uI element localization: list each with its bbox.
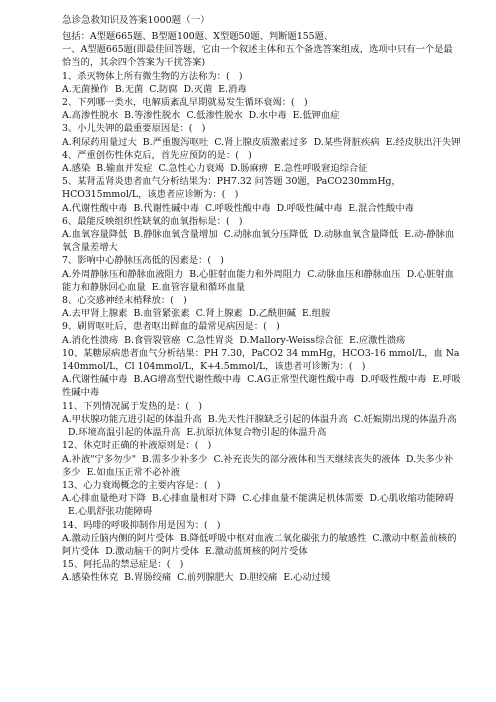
answer-option: C.呼吸性酸中毒 bbox=[205, 202, 271, 214]
answer-option: D.动脉血氧含量降低 bbox=[313, 229, 399, 241]
answer-option: A.去甲肾上腺素 bbox=[62, 308, 128, 320]
answer-option: C.心排血量不能满足机体需要 bbox=[242, 493, 364, 505]
answer-option: B.需多少补多少 bbox=[142, 453, 208, 465]
answer-option: C.AG正常型代谢性酸中毒 bbox=[247, 374, 355, 386]
answer-option: A.感染 bbox=[62, 163, 91, 175]
question-options bbox=[62, 453, 461, 479]
answer-option: C.妊娠期出现的体温升高 bbox=[353, 413, 457, 425]
answer-option: E.混合性酸中毒 bbox=[348, 202, 414, 214]
question-options bbox=[62, 228, 461, 254]
question-stem: 8、心交感神经末梢释放：( ) bbox=[62, 295, 187, 307]
answer-option: D.水中毒 bbox=[248, 110, 287, 122]
question-stem: 4、严重创伤性休克后，首先应预防的是：( ) bbox=[62, 149, 252, 161]
answer-option: E.心动过缓 bbox=[283, 572, 331, 584]
question-stem: 15、阿托品的禁忌症是：( ) bbox=[62, 559, 184, 571]
answer-option: D.失多少补多少 bbox=[62, 453, 454, 478]
answer-option: A.外周静脉压和静脉血液阻力 bbox=[62, 268, 184, 280]
answer-option: A.激动丘脑内侧的阿片受体 bbox=[62, 532, 174, 544]
answer-option: B.食管裂管癌 bbox=[124, 334, 181, 346]
question-options bbox=[62, 109, 461, 122]
question-options bbox=[62, 136, 461, 149]
answer-option: D.激动脑干的阿片受体 bbox=[105, 545, 199, 557]
answer-option: A.消化性溃疡 bbox=[62, 334, 119, 346]
answer-option: E.如血压正常不必补液 bbox=[86, 466, 181, 478]
answer-option: B.心排血量相对下降 bbox=[152, 493, 237, 505]
answer-option: C.激动中枢盖前核的阿片受体 bbox=[62, 532, 457, 557]
answer-option: E.抗原抗体复合物引起的体温升高 bbox=[186, 427, 327, 439]
answer-option: E.低钾血症 bbox=[292, 110, 340, 122]
answer-option: C.肾上腺皮质激素过多 bbox=[214, 136, 308, 148]
question-options bbox=[62, 571, 461, 584]
answer-option: D.呼吸性酸中毒 bbox=[360, 374, 427, 386]
question-list bbox=[62, 70, 461, 585]
answer-option: B.心脏射血能力和外周阻力 bbox=[189, 268, 302, 280]
answer-option: C.动脉血压和静脉血压 bbox=[307, 268, 401, 280]
answer-option: B.血管紧张素 bbox=[133, 308, 190, 320]
answer-option: A.无菌操作 bbox=[62, 83, 109, 95]
document-summary: 包括：A型题665题、B型题100题、X型题50题、判断题155题、 bbox=[62, 31, 334, 42]
question-stem: 2、下列哪一类水，电解质紊乱早期就易发生循环衰竭：( ) bbox=[62, 97, 308, 109]
answer-option: D.心肌收缩功能障碍 bbox=[369, 493, 454, 505]
answer-option: D.胆绞痛 bbox=[239, 572, 278, 584]
answer-option: E.激动蓝斑核的阿片受体 bbox=[204, 545, 308, 557]
answer-option: D.心脏射血能力和静脉回心血量 bbox=[62, 268, 454, 293]
answer-option: A.高渗性脱水 bbox=[62, 110, 119, 122]
answer-option: E.消毒 bbox=[218, 83, 247, 95]
answer-option: E.心肌舒张功能障碍 bbox=[68, 506, 153, 518]
question-options bbox=[62, 83, 461, 96]
question-stem: 6、最能反映组织性缺氧的血氧指标是：( ) bbox=[62, 215, 243, 227]
answer-option: B.严重腹泻呕吐 bbox=[142, 136, 209, 148]
question-stem: 10、某糖尿病患者血气分析结果：PH 7.30，PaCO2 34 mmHg，HCO3-16 mmol/L，血 Na 140mmol/L，Cl 104mmol/L，K+4.5mmol/L，该患者可诊断为：( ) bbox=[62, 347, 460, 373]
question-options bbox=[62, 532, 461, 558]
answer-option: E.组胺 bbox=[301, 308, 331, 320]
answer-option: A.代谢性酸中毒 bbox=[62, 202, 128, 214]
question-stem: 9、刷胃呕吐后，患者呕出鲜血的最常见病因是：( ) bbox=[62, 321, 280, 333]
document-title: 急诊急救知识及答案1000题（一） bbox=[62, 15, 210, 26]
answer-option: B.胃肠绞痛 bbox=[124, 572, 172, 584]
answer-option: C.防腐 bbox=[149, 83, 178, 95]
answer-option: E.呼吸性碱中毒 bbox=[62, 374, 461, 399]
answer-option: C.急性胃炎 bbox=[186, 334, 234, 346]
answer-option: C.低渗性脱水 bbox=[186, 110, 243, 122]
question-options bbox=[62, 492, 461, 518]
answer-option: D.乙酰胆碱 bbox=[248, 308, 296, 320]
question-options bbox=[62, 202, 461, 215]
answer-option: B.无菌 bbox=[114, 83, 144, 95]
answer-option: D.Mallory-Weiss综合征 bbox=[239, 334, 344, 346]
question-options bbox=[62, 373, 461, 399]
question-options bbox=[62, 268, 461, 294]
answer-option: A.心排血量绝对下降 bbox=[62, 493, 147, 505]
question-stem: 12、休克时正确的补液原则是：( ) bbox=[62, 440, 212, 452]
answer-option: E.动-静脉血氧含量差增大 bbox=[62, 229, 455, 254]
answer-option: B.AG增高型代谢性酸中毒 bbox=[133, 374, 242, 386]
answer-option: E.经皮肤出汗失钾 bbox=[385, 136, 461, 148]
question-stem: 3、小儿失钾的最重要原因是：( ) bbox=[62, 123, 206, 135]
question-stem: 7、影响中心静脉压高低的因素是：( ) bbox=[62, 255, 224, 267]
question-options bbox=[62, 413, 461, 439]
answer-option: C.急性心力衰竭 bbox=[158, 163, 225, 175]
answer-option: C.动脉血氧分压降低 bbox=[223, 229, 308, 241]
answer-option: D.呼吸性碱中毒 bbox=[276, 202, 343, 214]
answer-option: C.肾上腺素 bbox=[195, 308, 243, 320]
question-options bbox=[62, 162, 461, 175]
answer-option: B.等渗性脱水 bbox=[124, 110, 181, 122]
answer-option: B.先天性汗腺缺乏引起的体温升高 bbox=[207, 413, 348, 425]
answer-option: D.灭菌 bbox=[183, 83, 213, 95]
question-options bbox=[62, 307, 461, 320]
question-options bbox=[62, 334, 461, 347]
answer-option: A.补液"宁多勿少" bbox=[62, 453, 137, 465]
answer-option: D.某些肾脏疾病 bbox=[313, 136, 380, 148]
answer-option: B.代谢性碱中毒 bbox=[133, 202, 200, 214]
answer-option: C.前列腺肥大 bbox=[177, 572, 234, 584]
answer-option: B.降低呼吸中枢对血液二氧化碳张力的敏感性 bbox=[179, 532, 367, 544]
question-stem: 13、心力衰竭概念的主要内容是：( ) bbox=[62, 479, 221, 491]
answer-option: A.代谢性碱中毒 bbox=[62, 374, 128, 386]
answer-option: E.急性呼吸窘迫综合征 bbox=[274, 163, 368, 175]
answer-option: B.静脉血氧含量增加 bbox=[133, 229, 218, 241]
answer-option: E.血管容量和循环血量 bbox=[151, 281, 246, 293]
answer-option: C.补充丧失的部分液体和当天继续丧失的液体 bbox=[213, 453, 400, 465]
answer-option: A.利尿药用量过大 bbox=[62, 136, 137, 148]
answer-option: A.血氧容量降低 bbox=[62, 229, 128, 241]
question-stem: 1、杀灭物体上所有微生物的方法称为：( ) bbox=[62, 70, 243, 82]
section-intro: 一、A型题665题(即最佳回答题，它由一个叙述主体和五个备选答案组成，选项中只有一个是最恰当的，其余四个答案为干扰答案) bbox=[62, 44, 453, 69]
answer-option: A.感染性休克 bbox=[62, 572, 119, 584]
answer-option: D.肠麻痹 bbox=[230, 163, 269, 175]
question-stem: 5、某肾盂肾炎患者血气分析结果为：PH7.32 问答题 30题，PaCO230mmHg，HCO315mmol/L，该患者应诊断为：( ) bbox=[62, 176, 401, 201]
answer-option: D.环境高温引起的体温升高 bbox=[68, 427, 181, 439]
question-stem: 14、吗啡的呼吸抑制作用是因为：( ) bbox=[62, 519, 221, 531]
question-stem: 11、下列情况属于发热的是：( ) bbox=[62, 400, 202, 412]
answer-option: A.甲状腺功能亢进引起的体温升高 bbox=[62, 413, 202, 425]
answer-option: E.应激性溃疡 bbox=[349, 334, 406, 346]
answer-option: B.输血并发症 bbox=[96, 163, 153, 175]
